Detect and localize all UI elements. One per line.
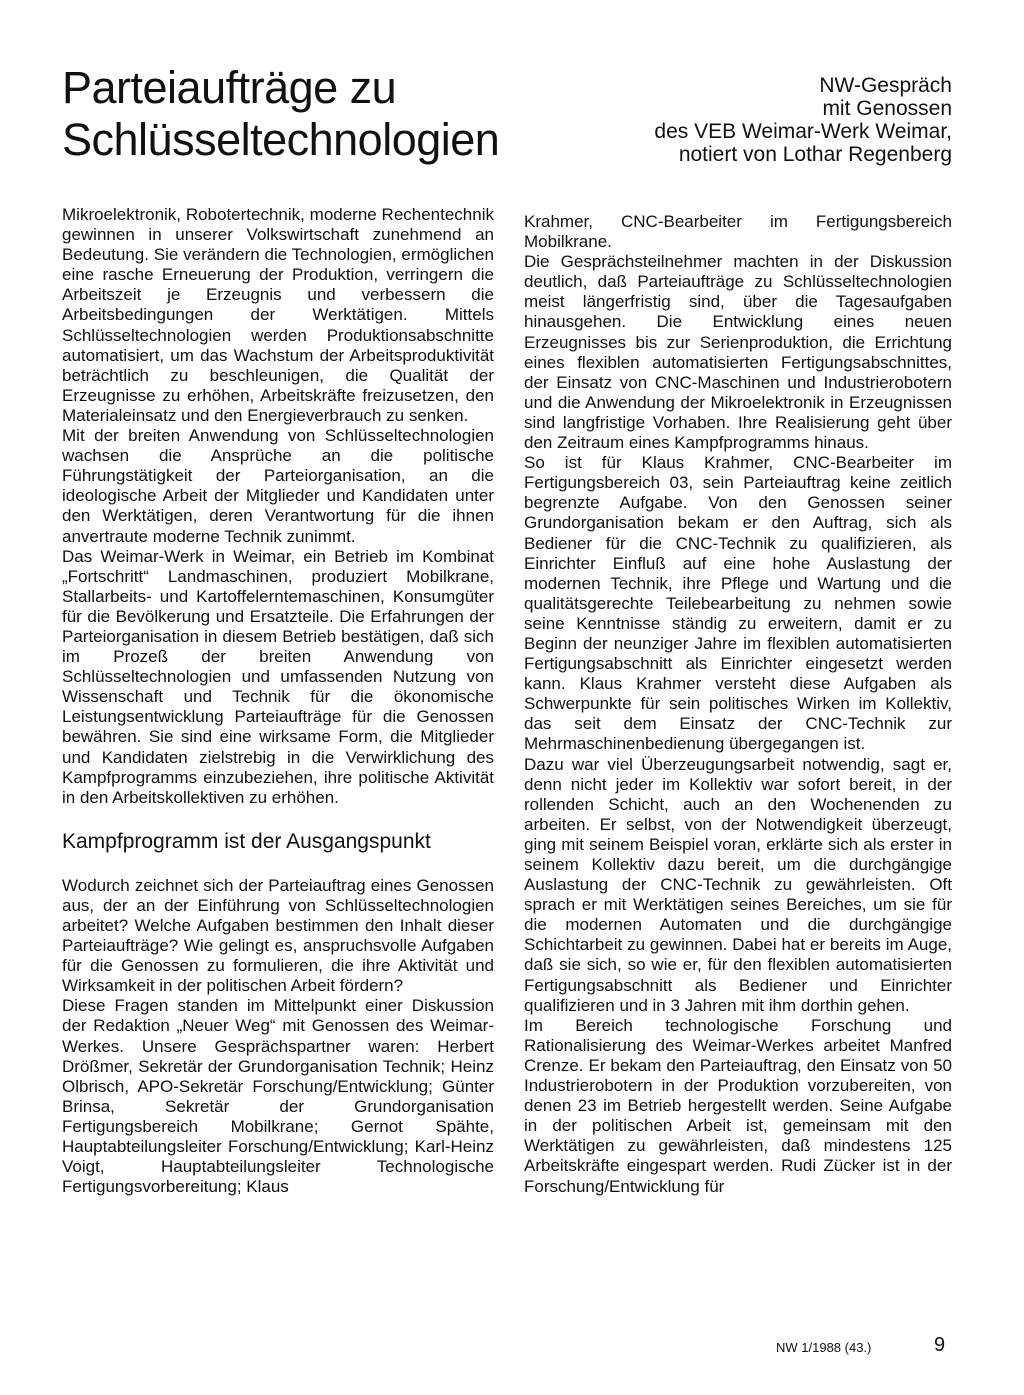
right-text-column xyxy=(524,212,952,1197)
byline-line-1: NW-Gespräch xyxy=(819,74,952,97)
body-paragraph: Das Weimar-Werk in Weimar, ein Betrieb im Kombinat „Fortschritt“ Landmaschinen, produziert Mobilkrane, Stallarbeits- und Kartoffelerntemaschinen, Konsumgüter für die Bevölkerung und Ersatzteile. Die Erfahrungen der Parteiorganisation in diesem Betrieb bestätigen, daß sich im Prozeß der breiten Anwendung von Schlüsseltechnologien und umfassenden Nutzung von Wissenschaft und Technik für die ökonomische Leistungsentwicklung Parteiaufträge für die Genossen bewähren. Sie sind eine wirksame Form, die Mitglieder und Kandidaten zielstrebig in die Verwirklichung des Kampfprogramms einzubeziehen, ihre politische Aktivität in den Arbeitskollektiven zu erhöhen. xyxy=(62,546,494,807)
article-title-line-1: Parteiaufträge zu xyxy=(62,62,397,113)
byline-line-3: des VEB Weimar-Werk Weimar, xyxy=(654,120,952,143)
article-byline xyxy=(522,74,952,166)
body-paragraph: Die Gesprächsteilnehmer machten in der Diskussion deutlich, daß Parteiaufträge zu Schlüsseltechnologien meist längerfristig sind, über die Tagesaufgaben hinausgehen. Die Entwicklung eines neuen Erzeugnisses bis zur Serienproduktion, die Errichtung eines flexiblen automatisierten Fertigungsabschnittes, der Einsatz von CNC-Maschinen und Industrierobotern und die Anwendung der Mikroelektronik in Erzeugnissen sind langfristige Vorhaben. Ihre Realisierung geht über den Zeitraum eines Kampfprogramms hinaus. xyxy=(524,252,952,453)
body-paragraph: Mit der breiten Anwendung von Schlüsseltechnologien wachsen die Ansprüche an die politische Führungstätigkeit der Parteiorganisation, an die ideologische Arbeit der Mitglieder und Kandidaten unter den Werktätigen, deren Verantwortung für die ihnen anvertraute moderne Technik zunimmt. xyxy=(62,426,494,546)
body-paragraph: So ist für Klaus Krahmer, CNC-Bearbeiter im Fertigungsbereich 03, sein Parteiauftrag keine zeitlich begrenzte Aufgabe. Von den Genossen seiner Grundorganisation bekam er den Auftrag, sich als Bediener für die CNC-Technik zu qualifizieren, als Einrichter Einfluß auf eine hohe Auslastung der modernen Technik, ihre Pflege und Wartung und die qualitätsgerechte Teilebearbeitung zu nehmen sowie seine Kenntnisse ständig zu erweitern, damit er zu Beginn der neunziger Jahre im flexiblen automatisierten Fertigungsabschnitt als Einrichter eingesetzt werden kann. Klaus Krahmer versteht diese Aufgaben als Schwerpunkte für sein politisches Wirken im Kollektiv, das seit dem Einsatz der CNC-Technik zur Mehrmaschinenbedienung übergegangen ist. xyxy=(524,453,952,754)
byline-line-4: notiert von Lothar Regenberg xyxy=(678,143,952,166)
byline-line-2: mit Genossen xyxy=(822,97,952,120)
body-paragraph: Diese Fragen standen im Mittelpunkt einer Diskussion der Redaktion „Neuer Weg“ mit Genossen des Weimar-Werkes. Unsere Gesprächspartner waren: Herbert Drößmer, Sekretär der Grundorganisation Technik; Heinz Olbrisch, APO-Sekretär Forschung/Entwicklung; Günter Brinsa, Sekretär der Grundorganisation Fertigungsbereich Mobilkrane; Gernot Spähte, Hauptabteilungsleiter Forschung/Entwicklung; Karl-Heinz Voigt, Hauptabteilungsleiter Technologische Fertigungsvorbereitung; Klaus xyxy=(62,996,494,1197)
body-paragraph: Im Bereich technologische Forschung und Rationalisierung des Weimar-Werkes arbeitet Manfred Crenze. Er bekam den Parteiauftrag, den Einsatz von 50 Industrierobotern in der Produktion vorzubereiten, von denen 23 im Betrieb hergestellt werden. Seine Aufgabe in der politischen Arbeit ist, gemeinsam mit den Werktätigen zu gewährleisten, daß mindestens 125 Arbeitskräfte eingespart werden. Rudi Zücker ist in der Forschung/Entwicklung für xyxy=(524,1015,952,1196)
body-paragraph: Krahmer, CNC-Bearbeiter im Fertigungsbereich Mobilkrane. xyxy=(524,212,952,252)
body-paragraph: Wodurch zeichnet sich der Parteiauftrag eines Genossen aus, der an der Einführung von Schlüsseltechnologien arbeitet? Welche Aufgaben bestimmen den Inhalt dieser Parteiaufträge? Wie gelingt es, anspruchsvolle Aufgaben für die Genossen zu formulieren, die ihre Aktivität und Wirksamkeit in der politischen Arbeit fördern? xyxy=(62,875,494,996)
page-number: 9 xyxy=(934,1334,946,1356)
article-title xyxy=(62,62,562,166)
body-paragraph: Dazu war viel Überzeugungsarbeit notwendig, sagt er, denn nicht jeder im Kollektiv war sofort bereit, in der rollenden Schicht, auch an den Wochenenden zu arbeiten. Er selbst, von der Notwendigkeit überzeugt, ging mit seinem Beispiel voran, erklärte sich als erster in seinem Kollektiv dazu bereit, um die durchgängige Auslastung der CNC-Technik zu gewährleisten. Oft sprach er mit Werktätigen seines Bereiches, um sie für die modernen Automaten und die durchgängige Schichtarbeit zu gewinnen. Dabei hat er bereits im Auge, daß sie sich, so wie er, für den flexiblen automatisierten Fertigungsabschnitt als Bediener und Einrichter qualifizieren und in 3 Jahren mit ihm dorthin gehen. xyxy=(524,754,952,1015)
left-text-column xyxy=(62,205,494,1197)
body-paragraph: Mikroelektronik, Robotertechnik, moderne Rechentechnik gewinnen in unserer Volkswirtschaft zunehmend an Bedeutung. Sie verändern die Technologien, ermöglichen eine rasche Erneuerung der Produktion, verringern die Arbeitszeit je Erzeugnis und verbessern die Arbeitsbedingungen der Werktätigen. Mittels Schlüsseltechnologien werden Produktionsabschnitte automatisiert, um das Wachstum der Arbeitsproduktivität beträchtlich zu beschleunigen, die Qualität der Erzeugnisse zu erhöhen, Arbeitskräfte freizusetzen, den Materialeinsatz und den Energieverbrauch zu senken. xyxy=(62,205,494,425)
section-subheading: Kampfprogramm ist der Ausgangspunkt xyxy=(62,829,431,853)
article-title-line-2: Schlüsseltechnologien xyxy=(62,114,500,165)
issue-reference: NW 1/1988 (43.) xyxy=(776,1340,872,1355)
